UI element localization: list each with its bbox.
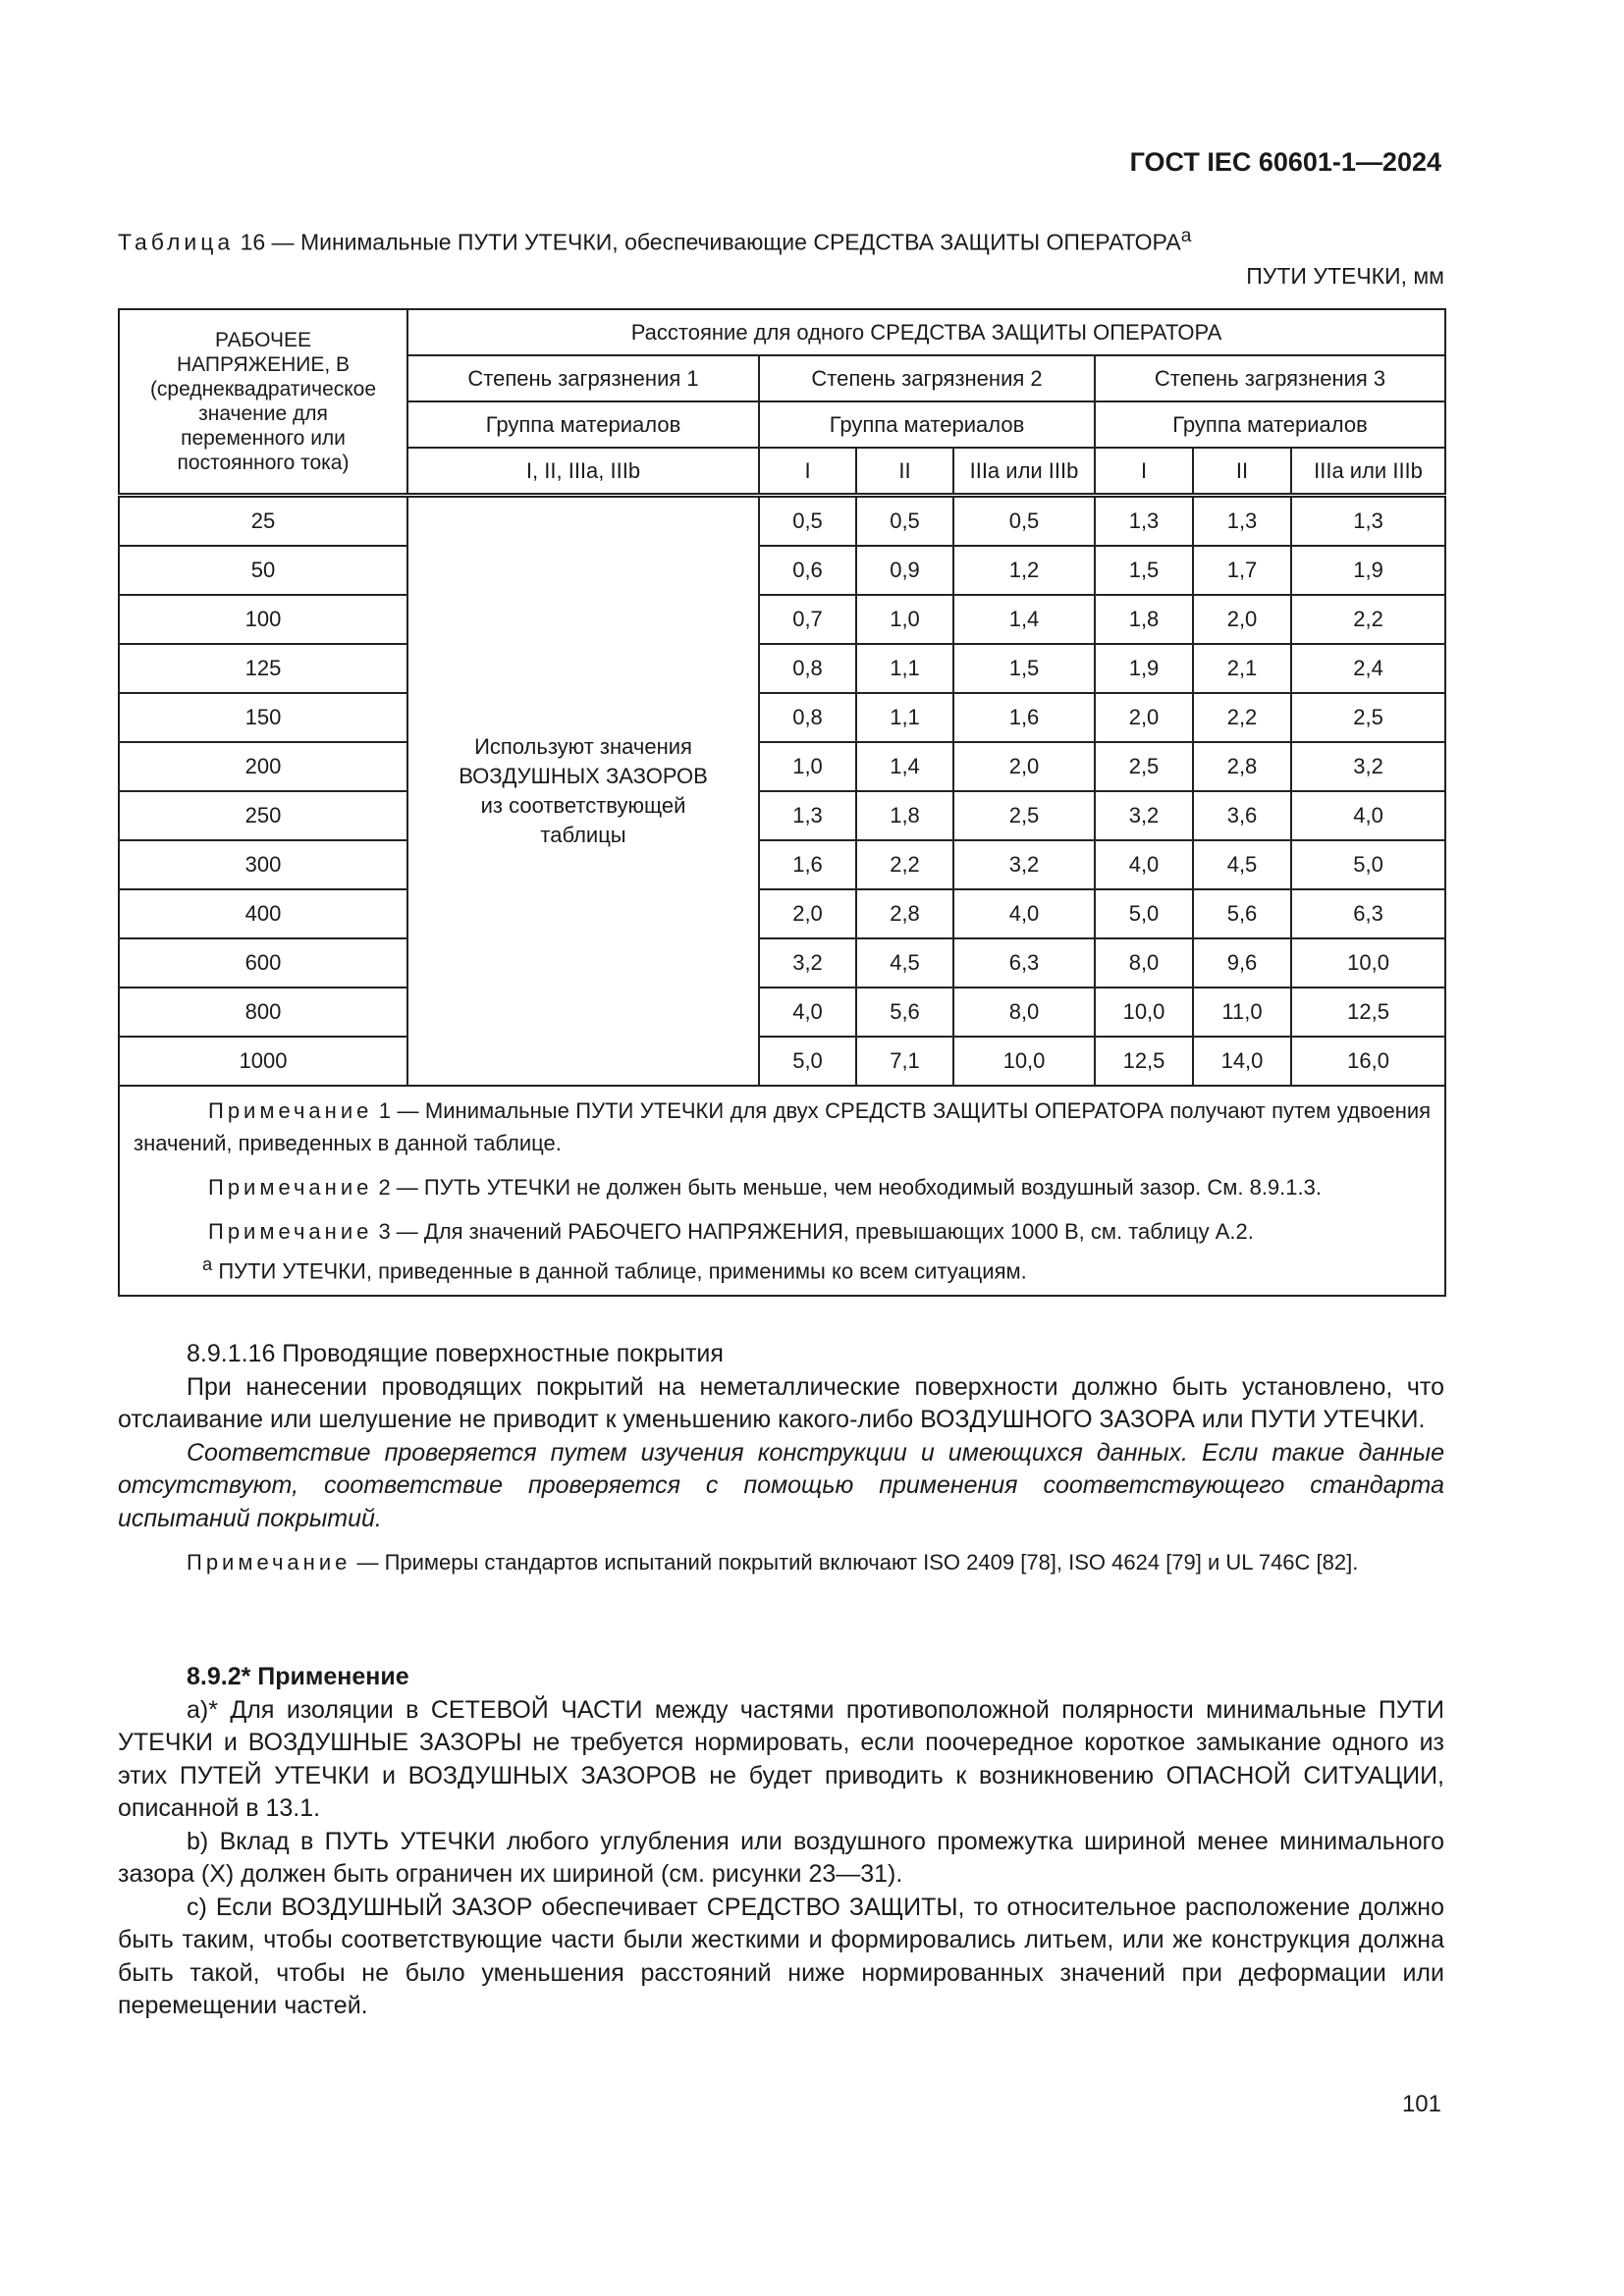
table-row — [119, 742, 1445, 791]
note-text: 1 — Минимальные ПУТИ УТЕЧКИ для двух СРЕДСТВ ЗАЩИТЫ ОПЕРАТОРА получают путем удвоения значений, приведенных в данной таблице. — [134, 1098, 1432, 1155]
merged-cell-line: Используют значения — [474, 734, 692, 759]
value-cell: 0,9 — [856, 546, 953, 595]
value-cell: 3,2 — [759, 938, 856, 988]
table-caption — [118, 226, 1191, 256]
value-cell: 10,0 — [1291, 938, 1445, 988]
material-group: Группа материалов — [759, 401, 1095, 448]
value-cell: 2,0 — [953, 742, 1095, 791]
merged-cell-line: таблицы — [540, 823, 626, 847]
section-note — [118, 1547, 1444, 1578]
value-cell: 1,2 — [953, 546, 1095, 595]
voltage-cell: 300 — [119, 840, 407, 889]
caption-footnote-mark: a — [1180, 226, 1192, 246]
value-cell: 4,0 — [953, 889, 1095, 938]
subgroup: I — [759, 448, 856, 496]
pollution-degree-1: Степень загрязнения 1 — [407, 355, 759, 401]
value-cell: 12,5 — [1291, 988, 1445, 1037]
value-cell: 3,6 — [1193, 791, 1291, 840]
table-row — [119, 496, 1445, 547]
table-note — [134, 1215, 1431, 1248]
subgroup: I — [1095, 448, 1193, 496]
paragraph: При нанесении проводящих покрытий на неметаллические поверхности должно быть установлено, что отслаивание или шелушение не приводит к уменьшению какого-либо ВОЗДУШНОГО ЗАЗОРА или ПУТИ УТЕЧКИ. — [118, 1372, 1444, 1433]
header-line: НАПРЯЖЕНИЕ, В — [176, 353, 351, 376]
value-cell: 9,6 — [1193, 938, 1291, 988]
section-title: 8.9.1.16 Проводящие поверхностные покрытия — [187, 1340, 724, 1367]
voltage-cell: 150 — [119, 693, 407, 742]
table-note — [134, 1171, 1431, 1203]
voltage-cell: 50 — [119, 546, 407, 595]
voltage-cell: 400 — [119, 889, 407, 938]
value-cell: 8,0 — [1095, 938, 1193, 988]
value-cell: 6,3 — [1291, 889, 1445, 938]
compliance-paragraph: Соответствие проверяется путем изучения конструкции и имеющихся данных. Если такие данные отсутствуют, соответствие проверяется с помощью применения соответствующего стандарта испытаний покрытий. — [118, 1438, 1444, 1532]
subgroup: IIIa или IIIb — [953, 448, 1095, 496]
section-title: 8.9.2* Применение — [187, 1663, 409, 1690]
note-label: Примечание — [208, 1098, 373, 1123]
table-row — [119, 546, 1445, 595]
value-cell: 0,8 — [759, 644, 856, 693]
value-cell: 2,2 — [1291, 595, 1445, 644]
value-cell: 0,8 — [759, 693, 856, 742]
value-cell: 1,0 — [856, 595, 953, 644]
item-c: c) Если ВОЗДУШНЫЙ ЗАЗОР обеспечивает СРЕДСТВО ЗАЩИТЫ, то относительное расположение должно быть таким, чтобы соответствующие части были жесткими и формировались литьем, или же конструкция должна быть такой, чтобы не было уменьшения расстояний ниже нормированных значений при деформации или перемещении частей. — [118, 1893, 1444, 2019]
value-cell: 1,3 — [759, 791, 856, 840]
voltage-cell: 1000 — [119, 1037, 407, 1086]
value-cell: 1,6 — [953, 693, 1095, 742]
value-cell: 1,5 — [953, 644, 1095, 693]
table-footnote — [134, 1248, 1431, 1287]
header-line: РАБОЧЕЕ — [214, 329, 312, 351]
value-cell: 1,4 — [856, 742, 953, 791]
table-row — [119, 840, 1445, 889]
pollution-degree-3: Степень загрязнения 3 — [1095, 355, 1445, 401]
value-cell: 5,0 — [759, 1037, 856, 1086]
value-cell: 0,5 — [953, 496, 1095, 547]
value-cell: 2,5 — [1095, 742, 1193, 791]
note-text: 2 — ПУТЬ УТЕЧКИ не должен быть меньше, чем необходимый воздушный зазор. См. 8.9.1.3. — [372, 1175, 1322, 1200]
voltage-cell: 100 — [119, 595, 407, 644]
subgroup: I, II, IIIa, IIIb — [407, 448, 759, 496]
value-cell: 1,1 — [856, 644, 953, 693]
subgroup: II — [856, 448, 953, 496]
value-cell: 11,0 — [1193, 988, 1291, 1037]
table-row — [119, 889, 1445, 938]
value-cell: 1,5 — [1095, 546, 1193, 595]
value-cell: 6,3 — [953, 938, 1095, 988]
value-cell: 7,1 — [856, 1037, 953, 1086]
header-line: постоянного тока) — [177, 452, 350, 474]
table-row — [119, 938, 1445, 988]
subgroup: IIIa или IIIb — [1291, 448, 1445, 496]
table-row — [119, 644, 1445, 693]
value-cell: 0,5 — [856, 496, 953, 547]
material-group: Группа материалов — [1095, 401, 1445, 448]
value-cell: 16,0 — [1291, 1037, 1445, 1086]
value-cell: 2,5 — [1291, 693, 1445, 742]
value-cell: 5,0 — [1291, 840, 1445, 889]
value-cell: 4,0 — [1291, 791, 1445, 840]
value-cell: 2,0 — [1095, 693, 1193, 742]
value-cell: 0,7 — [759, 595, 856, 644]
voltage-column-header — [119, 309, 407, 496]
note-text: 3 — Для значений РАБОЧЕГО НАПРЯЖЕНИЯ, превышающих 1000 В, см. таблицу А.2. — [372, 1219, 1254, 1244]
value-cell: 1,1 — [856, 693, 953, 742]
value-cell: 1,0 — [759, 742, 856, 791]
value-cell: 1,9 — [1291, 546, 1445, 595]
header-line: переменного или — [181, 427, 346, 450]
value-cell: 1,6 — [759, 840, 856, 889]
page-number: 101 — [1401, 2091, 1441, 2117]
value-cell: 2,4 — [1291, 644, 1445, 693]
value-cell: 12,5 — [1095, 1037, 1193, 1086]
value-cell: 2,0 — [1193, 595, 1291, 644]
subgroup: II — [1193, 448, 1291, 496]
value-cell: 2,8 — [1193, 742, 1291, 791]
value-cell: 1,4 — [953, 595, 1095, 644]
table-note — [134, 1095, 1431, 1159]
pollution-degree-2: Степень загрязнения 2 — [759, 355, 1095, 401]
table-row — [119, 791, 1445, 840]
section-8-9-2 — [118, 1661, 1444, 2023]
header-line: (среднеквадратическое — [149, 378, 377, 400]
value-cell: 3,2 — [953, 840, 1095, 889]
value-cell: 10,0 — [1095, 988, 1193, 1037]
document-header: ГОСТ IEC 60601-1—2024 — [1129, 147, 1441, 177]
value-cell: 2,2 — [1193, 693, 1291, 742]
voltage-cell: 600 — [119, 938, 407, 988]
value-cell: 3,2 — [1095, 791, 1193, 840]
note-label: Примечание — [208, 1175, 373, 1200]
caption-prefix: Таблица — [118, 229, 235, 255]
value-cell: 1,3 — [1291, 496, 1445, 547]
value-cell: 4,5 — [1193, 840, 1291, 889]
table-notes — [119, 1086, 1445, 1296]
note-label: Примечание — [208, 1219, 373, 1244]
item-b: b) Вклад в ПУТЬ УТЕЧКИ любого углубления или воздушного промежутка шириной менее минимального зазора (X) должен быть ограничен их шириной (см. рисунки 23—31). — [118, 1827, 1444, 1888]
merged-note-cell — [407, 496, 759, 1087]
distance-header: Расстояние для одного СРЕДСТВА ЗАЩИТЫ ОПЕРАТОРА — [407, 309, 1445, 355]
voltage-cell: 200 — [119, 742, 407, 791]
voltage-cell: 250 — [119, 791, 407, 840]
value-cell: 8,0 — [953, 988, 1095, 1037]
footnote-mark: a — [202, 1254, 213, 1274]
value-cell: 2,1 — [1193, 644, 1291, 693]
value-cell: 1,8 — [856, 791, 953, 840]
value-cell: 0,5 — [759, 496, 856, 547]
voltage-cell: 25 — [119, 496, 407, 547]
value-cell: 5,6 — [856, 988, 953, 1037]
header-line: значение для — [198, 402, 328, 425]
value-cell: 2,2 — [856, 840, 953, 889]
voltage-cell: 125 — [119, 644, 407, 693]
table-row — [119, 595, 1445, 644]
value-cell: 0,6 — [759, 546, 856, 595]
value-cell: 1,3 — [1193, 496, 1291, 547]
value-cell: 2,8 — [856, 889, 953, 938]
value-cell: 4,0 — [1095, 840, 1193, 889]
value-cell: 4,0 — [759, 988, 856, 1037]
value-cell: 1,3 — [1095, 496, 1193, 547]
value-cell: 5,0 — [1095, 889, 1193, 938]
value-cell: 10,0 — [953, 1037, 1095, 1086]
value-cell: 2,5 — [953, 791, 1095, 840]
material-group: Группа материалов — [407, 401, 759, 448]
caption-text: 16 — Минимальные ПУТИ УТЕЧКИ, обеспечивающие СРЕДСТВА ЗАЩИТЫ ОПЕРАТОРА — [234, 229, 1181, 255]
table-row — [119, 1037, 1445, 1086]
value-cell: 3,2 — [1291, 742, 1445, 791]
value-cell: 2,0 — [759, 889, 856, 938]
value-cell: 14,0 — [1193, 1037, 1291, 1086]
table-units: ПУТИ УТЕЧКИ, мм — [1246, 263, 1444, 289]
item-a: a)* Для изоляции в СЕТЕВОЙ ЧАСТИ между частями противоположной полярности минимальные ПУТИ УТЕЧКИ и ВОЗДУШНЫЕ ЗАЗОРЫ не требуется нормировать, если поочередное короткое замыкание одного из этих ПУТЕЙ УТЕЧКИ и ВОЗДУШНЫХ ЗАЗОРОВ не будет приводить к возникновению ОПАСНОЙ СИТУАЦИИ, описанной в 13.1. — [118, 1695, 1444, 1822]
footnote-text: ПУТИ УТЕЧКИ, приведенные в данной таблице, применимы ко всем ситуациям. — [212, 1258, 1027, 1284]
merged-cell-line: ВОЗДУШНЫХ ЗАЗОРОВ — [459, 764, 708, 788]
value-cell: 4,5 — [856, 938, 953, 988]
table-row — [119, 693, 1445, 742]
value-cell: 1,7 — [1193, 546, 1291, 595]
merged-cell-line: из соответствующей — [480, 793, 686, 818]
value-cell: 1,9 — [1095, 644, 1193, 693]
section-8-9-1-16 — [118, 1338, 1444, 1578]
value-cell: 1,8 — [1095, 595, 1193, 644]
creepage-table — [118, 308, 1446, 1297]
voltage-cell: 800 — [119, 988, 407, 1037]
table-row — [119, 988, 1445, 1037]
note-label: Примечание — [187, 1550, 352, 1575]
value-cell: 5,6 — [1193, 889, 1291, 938]
note-text: — Примеры стандартов испытаний покрытий включают ISO 2409 [78], ISO 4624 [79] и UL 746C [82]. — [351, 1550, 1359, 1575]
